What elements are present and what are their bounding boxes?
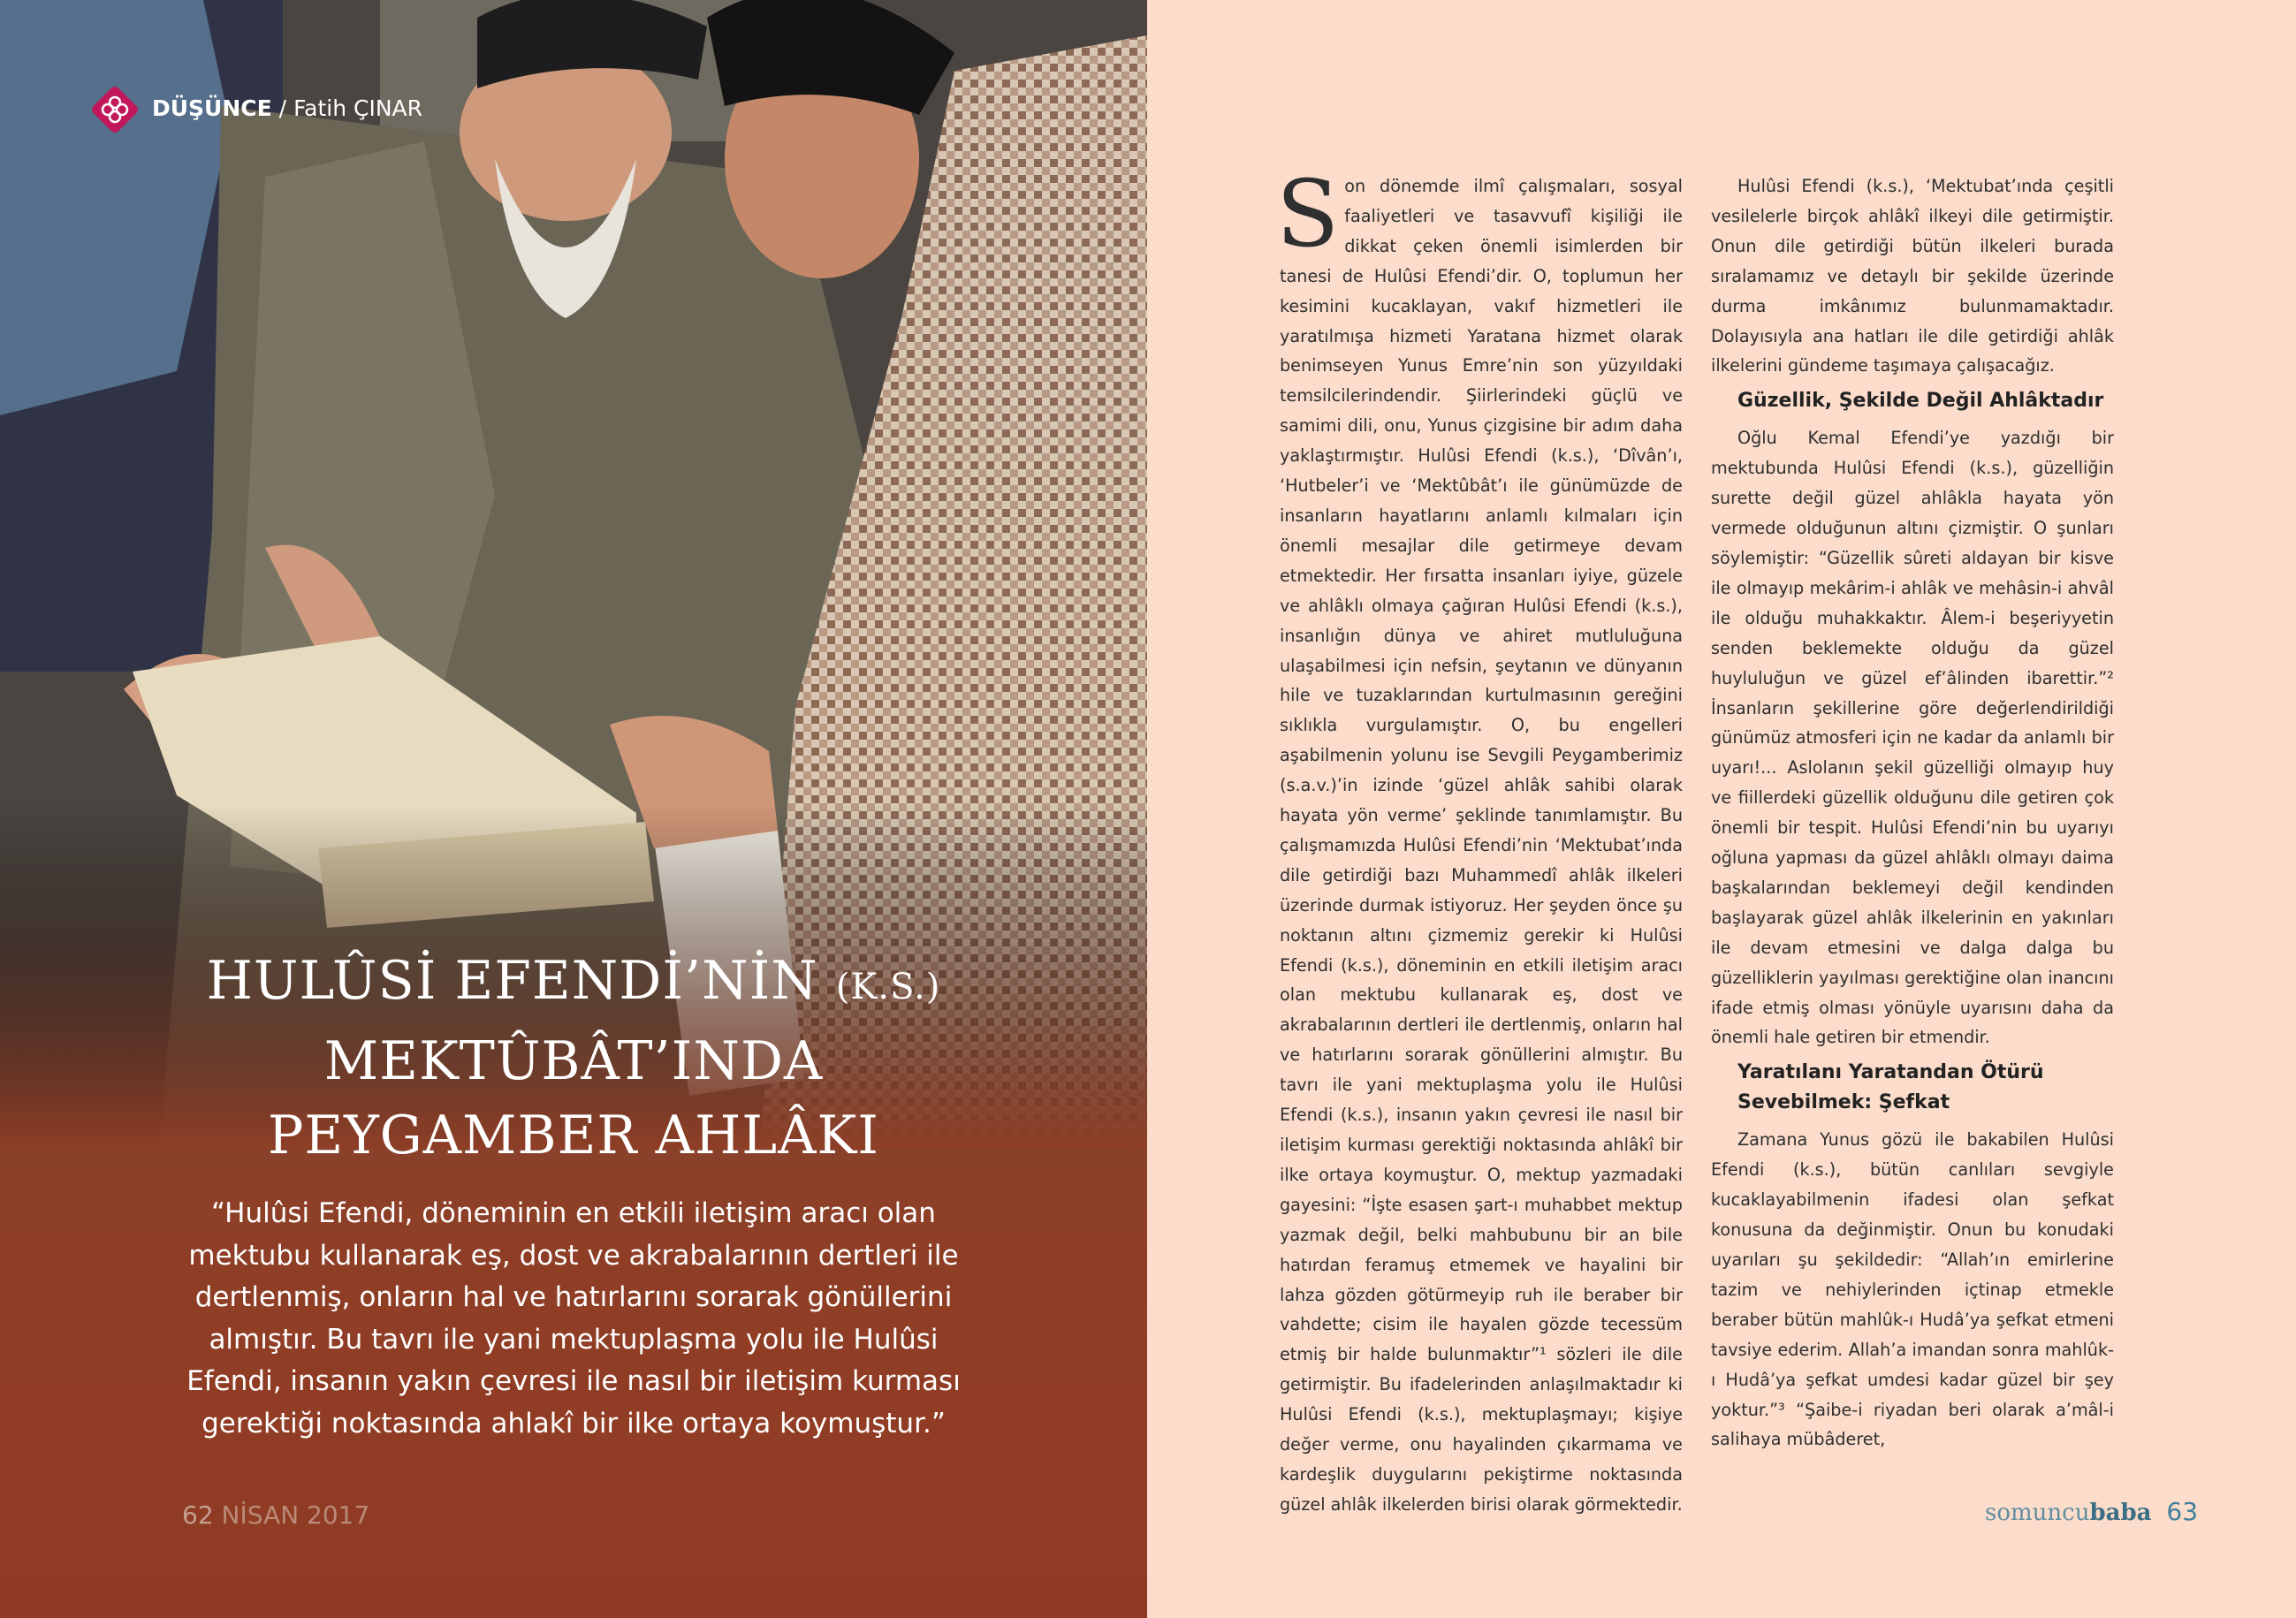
left-page-footer — [182, 1500, 369, 1530]
title-line-1-main: HULÛSİ EFENDİ’NİN — [206, 950, 818, 1012]
article-paragraph-2: Hulûsi Efendi (k.s.), ‘Mektubat’ında çeşitli vesilelerle birçok ahlâkî ilkeyi dile getirmiştir. Onun dile getirdiği bütün ilkeleri burada sıralamamız ve detaylı bir şekilde üzerinde durma imkânımız bulunmamaktadır. Dolayısıyla ana hatları ile dile getirdiği ahlâk ilkelerini gündeme taşımaya çalışacağız. — [1711, 176, 2114, 376]
magazine-logo-b: baba — [2089, 1500, 2152, 1526]
article-paragraph-4: Zamana Yunus gözü ile bakabilen Hulûsi Efendi (k.s.), bütün canlıları sevgiyle kucaklayabilmenin ifadesi olan şefkat konusuna da değinmiştir. Onun bu konudaki uyarıları şu şekildedir: “Allah’ın emirlerine tazim ve nehiylerinden içtinap etmekle beraber bütün mahlûk-ı Hudâ’ya şefkat etmeni tavsiye ederim. Allah’a imandan sonra mahlûk-ı Hudâ’ya şefkat umdesi kadar güzel bir şey yoktur.”³ “Şaibe-i riyadan beri olarak a’mâl-i salihaya mübâderet, — [1711, 1129, 2114, 1450]
left-page-number: 62 — [182, 1500, 214, 1530]
subheading-compassion-line-1: Yaratılanı Yaratandan Ötürü — [1737, 1061, 2044, 1084]
title-line-2: MEKTÛBÂT’INDA — [323, 1030, 824, 1092]
article-title — [0, 944, 1147, 1173]
right-page-number: 63 — [2166, 1497, 2199, 1526]
subheading-beauty: Güzellik, Şekilde Değil Ahlâktadır — [1737, 390, 2104, 413]
drop-cap: S — [1276, 160, 1340, 268]
title-line-1-suffix: (K.S.) — [835, 967, 941, 1007]
article-paragraph-3: Oğlu Kemal Efendi’ye yazdığı bir mektubunda Hulûsi Efendi (k.s.), güzelliğin surette değil güzel ahlâkla hayata yön vermede olduğunun altını çizmiştir. O şunları söylemiştir: “Güzellik sûreti aldayan bir kisve ile olmayıp mekârim-i ahlâk ve mehâsin-i ahvâl ile olduğu muhakkaktır. Âlem-i beşeriyyetin senden beklemekte olduğu da güzel huyluluğun ve güzel ef’âlinden ibarettir.”² İnsanların şekillerine göre değerlendirildiği günümüz atmosferi için ne kadar da anlamlı bir uyarı!... Aslolanın şekil güzelliği olmayıp huy ve fiillerdeki güzellik olduğunu dile getiren çok önemli bir tespit. Hulûsi Efendi’nin bu uyarıyı oğluna yapması da güzel ahlâklı olmayı daima başkalarından beklemeyi değil kendinden başlayarak güzel ahlâk ilkelerinin en yakınları ile devam etmesini ve dalga dalga bu güzelliklerin yayılması gerektiğine olan inancını ifade etmiş olması yönüyle uyarısını daha da önemli hale getiren bir etmendir. — [1711, 428, 2114, 1048]
subheading-compassion — [1737, 1058, 2114, 1118]
subheading-compassion-line-2: Sevebilmek: Şefkat — [1737, 1091, 1950, 1114]
article-column-1 — [1276, 160, 1683, 1520]
section-kicker — [152, 95, 422, 121]
diamond-flower-icon — [88, 83, 141, 136]
magazine-logo — [1985, 1500, 2152, 1526]
kicker-separator: / — [278, 95, 287, 121]
section-label: DÜŞÜNCE — [152, 95, 272, 121]
pull-quote: “Hulûsi Efendi, döneminin en etkili iletişim aracı olan mektubu kullanarak eş, dost ve akrabalarının dertleri ile dertlenmiş, onların hal ve hatırlarını sorarak gönüllerini almıştır. Bu tavrı ile yani mektuplaşma yolu ile Hulûsi Efendi, insanın yakın çevresi ile nasıl bir iletişim kurması gerektiği noktasında ahlakî bir ilke ortaya koymuştur.” — [186, 1197, 961, 1439]
title-line-3: PEYGAMBER AHLÂKI — [268, 1105, 879, 1166]
title-line-1 — [0, 944, 1147, 1024]
magazine-logo-a: somuncu — [1985, 1500, 2090, 1526]
right-page-footer — [1985, 1497, 2198, 1526]
article-paragraph-1 — [1276, 160, 1683, 1520]
article-column-2 — [1711, 171, 2114, 1455]
article-paragraph-1-text: on dönemde ilmî çalışmaları, sosyal faaliyetleri ve tasavvufî kişiliği ile dikkat çeken önemli isimlerden bir tanesi de Hulûsi Efendi’dir. O, toplumun her kesimini kucaklayan, vakıf hizmetleri ile yaratılmışa hizmeti Yaratana hizmet olarak benimseyen Yunus Emre’nin son yüzyıldaki temsilcilerindendir. Şiirlerindeki güçlü ve samimi dili, onu, Yunus çizgisine bir adım daha yaklaştırmıştır. Hulûsi Efendi (k.s.), ‘Dîvân’ı, ‘Hutbeler’i ve ‘Mektûbât’ı ile günümüzde de insanların hayatlarını anlamlı kılmaları için önemli mesajlar dile getirmeye devam etmektedir. Her fırsatta insanları iyiye, güzele ve ahlâklı olmaya çağıran Hulûsi Efendi (k.s.), insanlığın dünya ve ahiret mutluluğuna ulaşabilmesi için nefsin, şeytanın ve dünyanın hile ve tuzaklarından kurtulmasının gereğini sıklıkla vurgulamıştır. O, bu engelleri aşabilmenin yolunu ise Sevgili Peygamberimiz (s.a.v.)’in izinde ‘güzel ahlâk sahibi olarak hayata yön verme’ şeklinde tanımlamıştır. Bu çalışmamızda Hulûsi Efendi’nin ‘Mektubat’ında dile getirdiği bazı Muhammedî ahlâk ilkeleri üzerinde durmak istiyoruz. Her şeyden önce şu noktanın altını çizmemiz gerekir ki Hulûsi Efendi (k.s.), döneminin en etkili iletişim aracı olan mektubu kullanarak eş, dost ve akrabalarının dertleri ile dertlenmiş, onların hal ve hatırlarını sorarak gönüllerini almıştır. Bu tavrı ile yani mektuplaşma yolu ile Hulûsi Efendi (k.s.), insanın yakın çevresi ile nasıl bir iletişim kurması gerektiği noktasında ahlâkî bir ilke ortaya koymuştur. O, mektup yazmadaki gayesini: “İşte esasen şart-ı muhabbet mektup yazmak değil, belki mahbubunu bir an bile hatırdan feramuş etmemek ve hayalini bir lahza gözden götürmeyip ruh ile beraber bir vahdette; cisim ile hayalen gözde tecessüm etmiş bir halde bulunmaktır”¹ sözleri ile dile getirmiştir. Bu ifadelerinden anlaşılmaktadır ki Hulûsi Efendi (k.s.), mektuplaşmayı; kişiye değer verme, onu hayalinden çıkarmama ve kardeşlik duygularını pekiştirme noktasında güzel ahlâk ilkelerden birisi olarak görmektedir. — [1280, 176, 1683, 1515]
left-page — [0, 0, 1147, 1618]
author-name: Fatih ÇINAR — [293, 95, 423, 121]
issue-date: NİSAN 2017 — [221, 1500, 370, 1530]
